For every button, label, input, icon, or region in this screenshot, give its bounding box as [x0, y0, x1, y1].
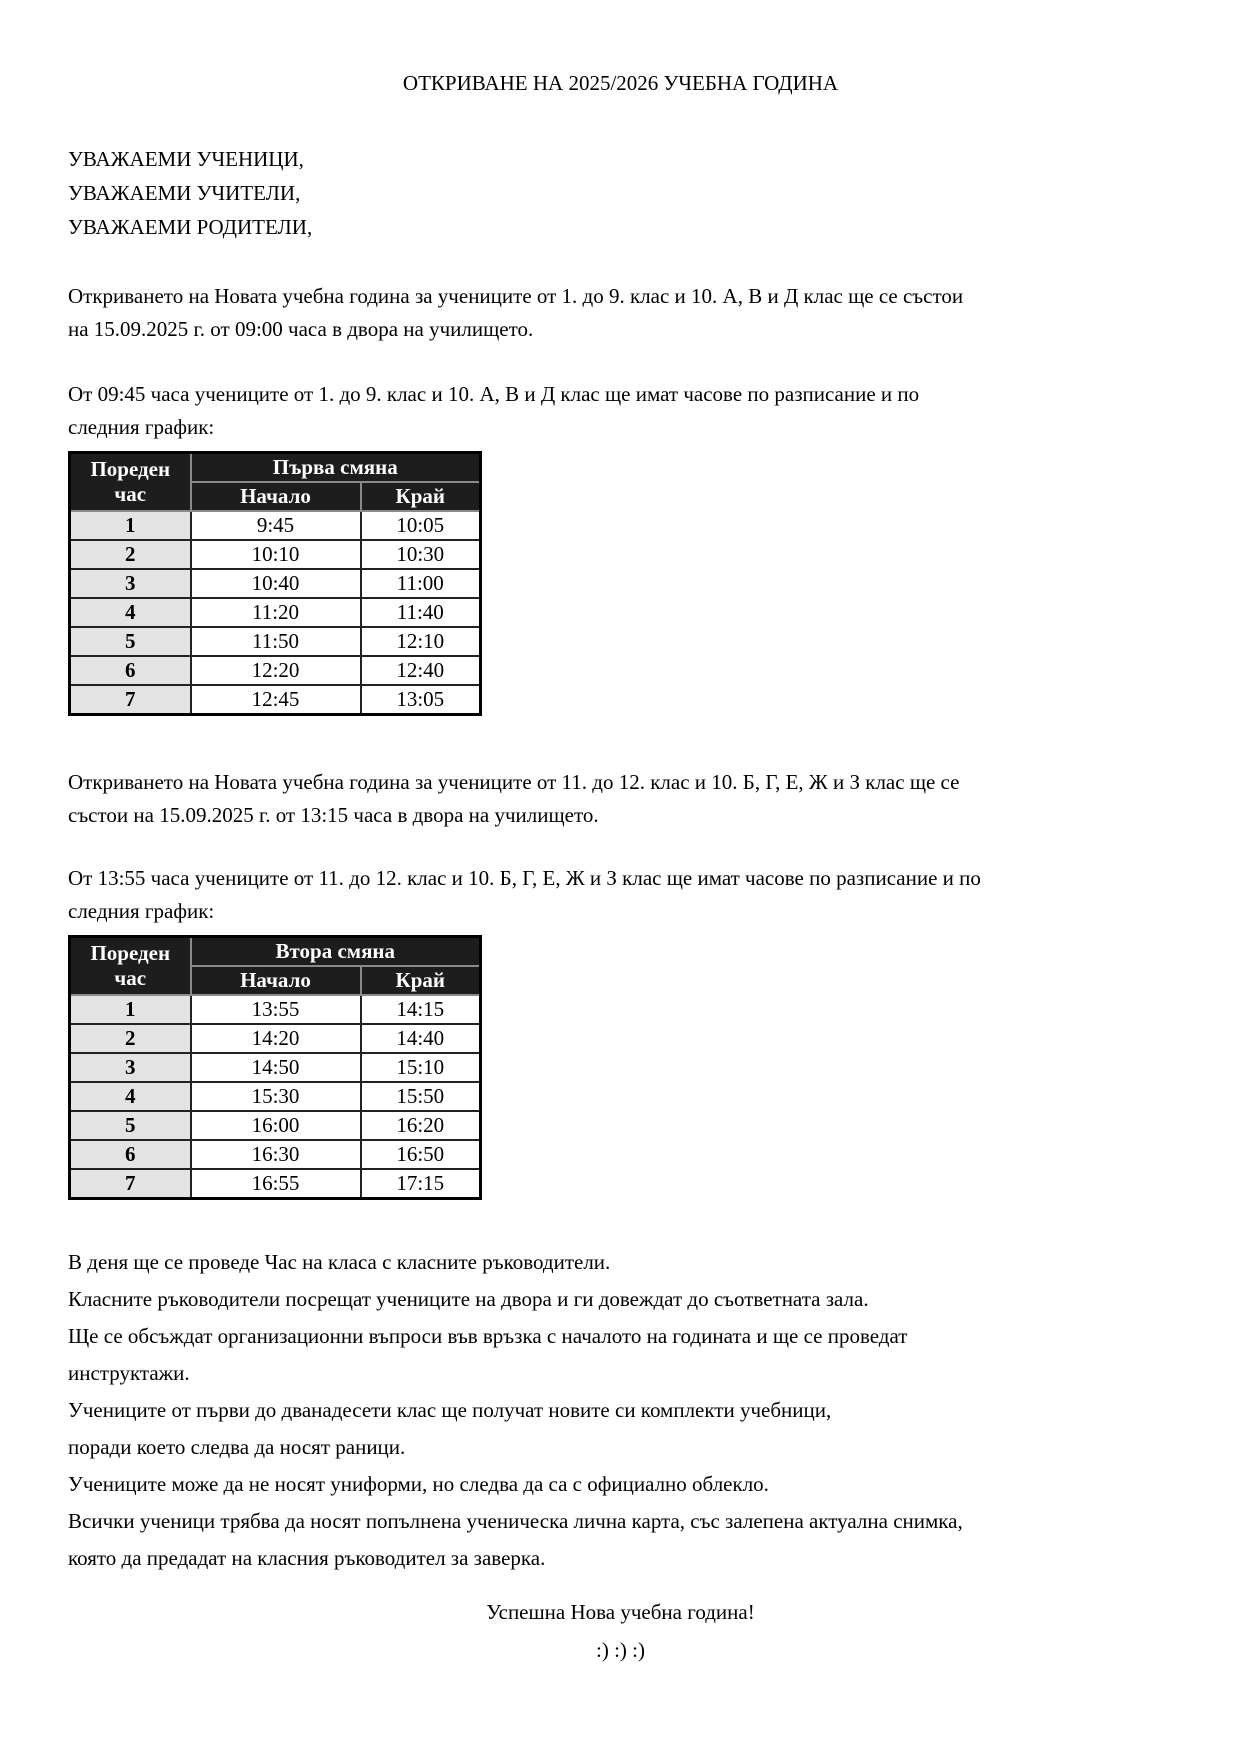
end-time-cell: 10:05 — [361, 511, 481, 540]
end-time-cell: 16:20 — [361, 1111, 481, 1140]
second-shift-opening-paragraph — [68, 766, 1173, 832]
closing-note-line: Ще се обсъждат организационни въпроси във връзка с началото на годината и ще се проведат — [68, 1324, 908, 1348]
second-shift-schedule-table — [68, 935, 482, 1200]
page-title: ОТКРИВАНЕ НА 2025/2026 УЧЕБНА ГОДИНА — [402, 71, 839, 95]
hour-number-cell: 4 — [70, 1082, 191, 1111]
start-time-cell: 14:20 — [191, 1024, 361, 1053]
schedule-row — [70, 656, 481, 685]
hour-column-header: Пореден час — [70, 937, 191, 996]
start-time-cell: 16:30 — [191, 1140, 361, 1169]
closing-note-line: Всички ученици трябва да носят попълнена ученическа лична карта, със залепена актуална снимка, — [68, 1509, 963, 1533]
end-column-header: Край — [361, 482, 481, 511]
hour-number-cell: 6 — [70, 656, 191, 685]
paragraph-line: състои на 15.09.2025 г. от 13:15 часа в двора на училището. — [68, 803, 599, 827]
second-shift-table-header — [70, 937, 481, 996]
schedule-row — [70, 1053, 481, 1082]
closing-note-line: Учениците от първи до дванадесети клас ще получат новите си комплекти учебници, — [68, 1398, 832, 1422]
paragraph-line: Откриването на Новата учебна година за учениците от 11. до 12. клас и 10. Б, Г, Е, Ж и З клас ще се — [68, 770, 960, 794]
start-time-cell: 11:50 — [191, 627, 361, 656]
paragraph-line: следния график: — [68, 899, 215, 923]
end-time-cell: 12:40 — [361, 656, 481, 685]
start-time-cell: 13:55 — [191, 995, 361, 1024]
closing-notes-block — [68, 1244, 1173, 1577]
start-time-cell: 15:30 — [191, 1082, 361, 1111]
first-shift-schedule-paragraph — [68, 378, 1173, 444]
farewell-message: Успешна Нова учебна година! — [486, 1600, 755, 1624]
start-column-header: Начало — [191, 482, 361, 511]
paragraph-line: следния график: — [68, 415, 215, 439]
second-shift-schedule-paragraph — [68, 862, 1173, 928]
schedule-row — [70, 1024, 481, 1053]
closing-note-line: Класните ръководители посрещат учениците на двора и ги довеждат до съответната зала. — [68, 1287, 869, 1311]
paragraph-line: От 13:55 часа учениците от 11. до 12. клас и 10. Б, Г, Е, Ж и З клас ще имат часове по разписание и по — [68, 866, 981, 890]
greeting-line: УВАЖАЕМИ УЧИТЕЛИ, — [68, 181, 301, 205]
hour-number-cell: 1 — [70, 511, 191, 540]
hour-column-header: Пореден час — [70, 453, 191, 512]
start-time-cell: 9:45 — [191, 511, 361, 540]
end-time-cell: 11:00 — [361, 569, 481, 598]
start-time-cell: 12:45 — [191, 685, 361, 715]
schedule-row — [70, 569, 481, 598]
schedule-row — [70, 995, 481, 1024]
schedule-row — [70, 1111, 481, 1140]
first-shift-table-header — [70, 453, 481, 512]
end-time-cell: 15:50 — [361, 1082, 481, 1111]
greetings-block — [68, 142, 1173, 244]
closing-note-line: която да предадат на класния ръководител за заверка. — [68, 1546, 546, 1570]
hour-number-cell: 2 — [70, 1024, 191, 1053]
first-shift-schedule-table — [68, 451, 482, 716]
end-time-cell: 10:30 — [361, 540, 481, 569]
closing-note-line: В деня ще се проведе Час на класа с класните ръководители. — [68, 1250, 611, 1274]
hour-number-cell: 2 — [70, 540, 191, 569]
smileys-line: :) :) :) — [596, 1638, 645, 1662]
start-time-cell: 14:50 — [191, 1053, 361, 1082]
paragraph-line: Откриването на Новата учебна година за учениците от 1. до 9. клас и 10. А, В и Д клас ще се състои — [68, 284, 964, 308]
schedule-row — [70, 1082, 481, 1111]
end-time-cell: 16:50 — [361, 1140, 481, 1169]
closing-note-line: Учениците може да не носят униформи, но следва да са с официално облекло. — [68, 1472, 769, 1496]
start-time-cell: 10:40 — [191, 569, 361, 598]
start-time-cell: 11:20 — [191, 598, 361, 627]
hour-number-cell: 3 — [70, 569, 191, 598]
closing-note-line: инструктажи. — [68, 1361, 190, 1385]
schedule-row — [70, 1140, 481, 1169]
paragraph-line: От 09:45 часа учениците от 1. до 9. клас и 10. А, В и Д клас ще имат часове по разписание и по — [68, 382, 920, 406]
schedule-row — [70, 598, 481, 627]
hour-number-cell: 6 — [70, 1140, 191, 1169]
first-shift-opening-paragraph — [68, 280, 1173, 346]
hour-number-cell: 5 — [70, 627, 191, 656]
document-content — [0, 70, 1241, 1669]
schedule-row — [70, 627, 481, 656]
hour-number-cell: 4 — [70, 598, 191, 627]
shift-name-header: Първа смяна — [191, 453, 481, 483]
paragraph-line: на 15.09.2025 г. от 09:00 часа в двора на училището. — [68, 317, 534, 341]
hour-number-cell: 7 — [70, 1169, 191, 1199]
hour-number-cell: 5 — [70, 1111, 191, 1140]
end-column-header: Край — [361, 966, 481, 995]
end-time-cell: 15:10 — [361, 1053, 481, 1082]
hour-number-cell: 7 — [70, 685, 191, 715]
start-column-header: Начало — [191, 966, 361, 995]
start-time-cell: 16:55 — [191, 1169, 361, 1199]
shift-name-header: Втора смяна — [191, 937, 481, 967]
greeting-line: УВАЖАЕМИ УЧЕНИЦИ, — [68, 147, 304, 171]
end-time-cell: 17:15 — [361, 1169, 481, 1199]
schedule-row — [70, 511, 481, 540]
schedule-row — [70, 540, 481, 569]
end-time-cell: 12:10 — [361, 627, 481, 656]
closing-note-line: поради което следва да носят раници. — [68, 1435, 406, 1459]
end-time-cell: 14:40 — [361, 1024, 481, 1053]
greeting-line: УВАЖАЕМИ РОДИТЕЛИ, — [68, 215, 313, 239]
start-time-cell: 16:00 — [191, 1111, 361, 1140]
start-time-cell: 10:10 — [191, 540, 361, 569]
start-time-cell: 12:20 — [191, 656, 361, 685]
schedule-row — [70, 1169, 481, 1199]
hour-number-cell: 3 — [70, 1053, 191, 1082]
schedule-row — [70, 685, 481, 715]
end-time-cell: 14:15 — [361, 995, 481, 1024]
end-time-cell: 11:40 — [361, 598, 481, 627]
end-time-cell: 13:05 — [361, 685, 481, 715]
hour-number-cell: 1 — [70, 995, 191, 1024]
